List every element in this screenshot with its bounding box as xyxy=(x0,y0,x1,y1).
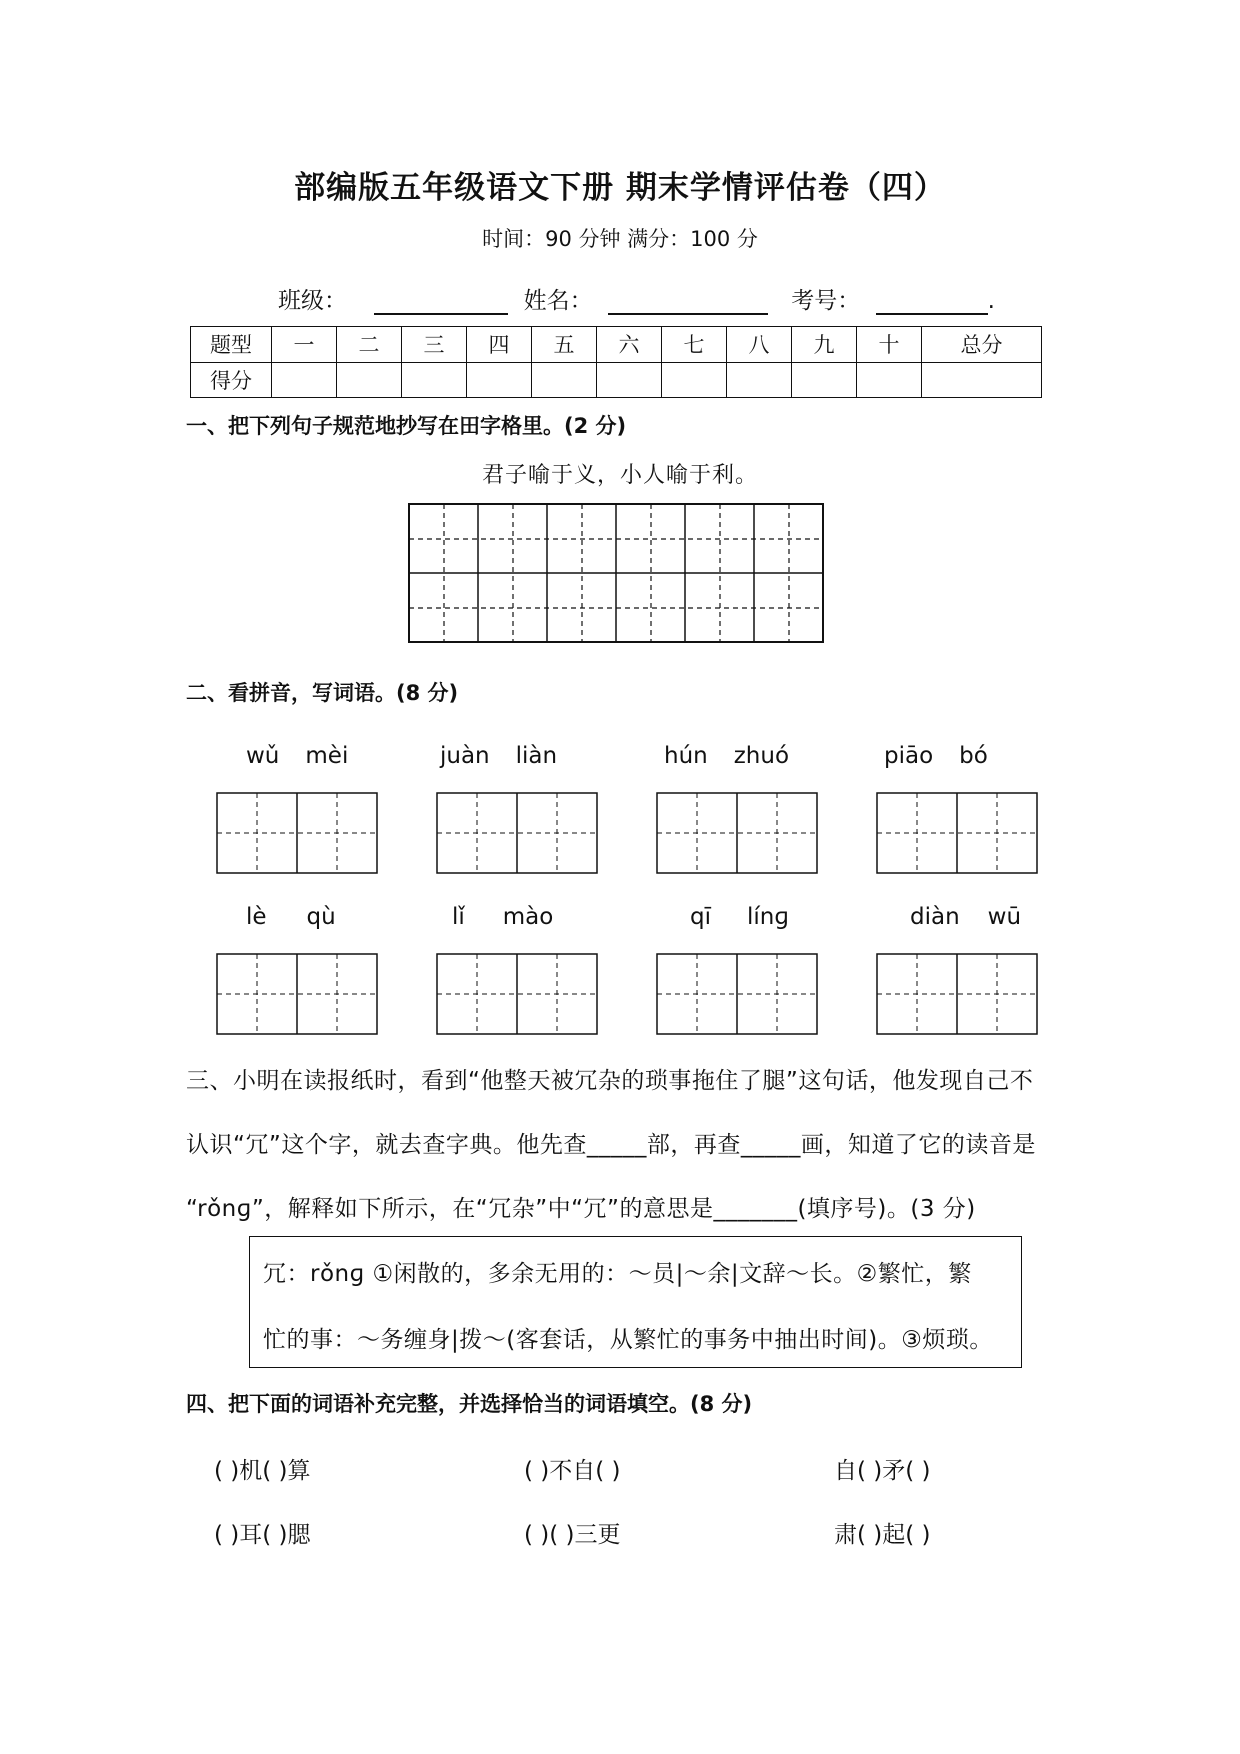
pinyin-syllable: juàn xyxy=(440,743,490,769)
idiom-fill-6[interactable]: 肃( )起( ) xyxy=(834,1522,931,1548)
dictionary-line-1: 冗：rǒnɡ ①闲散的，多余无用的：～员|～余|文辞～长。②繁忙，繁 xyxy=(263,1261,972,1287)
end-dot: . xyxy=(987,288,995,314)
class-label: 班级： xyxy=(278,288,347,314)
pinyin-syllable: línɡ xyxy=(747,904,789,930)
pinyin-syllable: lǐ xyxy=(452,904,465,930)
exam-title: 部编版五年级语文下册 期末学情评估卷（四） xyxy=(294,170,946,206)
score-cell[interactable] xyxy=(662,362,727,398)
pinyin-syllable: piāo xyxy=(884,743,934,769)
pinyin-syllable: lè xyxy=(246,904,267,930)
table-cell: 七 xyxy=(662,327,727,363)
idiom-fill-4[interactable]: ( )耳( )腮 xyxy=(214,1522,311,1548)
answer-box-3[interactable] xyxy=(656,792,818,874)
pinyin-7 xyxy=(690,904,789,930)
idiom-fill-5[interactable]: ( )( )三更 xyxy=(524,1522,621,1548)
score-table xyxy=(190,326,1042,398)
score-cell[interactable] xyxy=(922,362,1042,398)
name-blank[interactable] xyxy=(608,289,768,315)
table-cell: 二 xyxy=(337,327,402,363)
pinyin-6 xyxy=(452,904,553,930)
answer-box-6[interactable] xyxy=(436,953,598,1035)
section-4-heading: 四、把下面的词语补充完整，并选择恰当的词语填空。(8 分) xyxy=(186,1392,753,1416)
score-table-score-row xyxy=(191,362,1042,398)
dictionary-line-2: 忙的事：～务缠身|拨～(客套话，从繁忙的事务中抽出时间)。③烦琐。 xyxy=(263,1327,993,1353)
pinyin-syllable: diàn xyxy=(910,904,960,930)
idiom-fill-3[interactable]: 自( )矛( ) xyxy=(834,1458,931,1484)
pinyin-syllable: zhuó xyxy=(733,743,790,769)
table-cell: 得分 xyxy=(191,362,272,398)
score-cell[interactable] xyxy=(402,362,467,398)
score-table-header-row xyxy=(191,327,1042,363)
answer-box-2[interactable] xyxy=(436,792,598,874)
answer-box-7[interactable] xyxy=(656,953,818,1035)
dictionary-entry-box xyxy=(249,1236,1022,1368)
name-label: 姓名： xyxy=(523,288,593,314)
pinyin-5 xyxy=(246,904,336,930)
table-cell: 九 xyxy=(792,327,857,363)
tianzige-grid[interactable] xyxy=(408,503,824,643)
answer-box-8[interactable] xyxy=(876,953,1038,1035)
table-cell: 十 xyxy=(857,327,922,363)
number-label: 考号： xyxy=(791,288,861,314)
pinyin-syllable: qī xyxy=(690,904,711,930)
score-cell[interactable] xyxy=(467,362,532,398)
pinyin-3 xyxy=(664,743,789,769)
class-blank[interactable] xyxy=(374,289,508,315)
pinyin-4 xyxy=(884,743,988,769)
table-cell: 四 xyxy=(467,327,532,363)
table-cell: 题型 xyxy=(191,327,272,363)
pinyin-syllable: mèi xyxy=(305,743,349,769)
copy-sentence: 君子喻于义，小人喻于利。 xyxy=(481,463,758,488)
pinyin-syllable: wǔ xyxy=(246,743,280,769)
table-cell: 三 xyxy=(402,327,467,363)
answer-box-4[interactable] xyxy=(876,792,1038,874)
pinyin-1 xyxy=(246,743,348,769)
answer-box-5[interactable] xyxy=(216,953,378,1035)
pinyin-syllable: wū xyxy=(987,904,1022,930)
score-cell[interactable] xyxy=(532,362,597,398)
section-2-heading: 二、看拼音，写词语。(8 分) xyxy=(186,681,459,705)
pinyin-syllable: mào xyxy=(502,904,554,930)
table-cell: 一 xyxy=(272,327,337,363)
pinyin-8 xyxy=(910,904,1021,930)
table-cell: 总分 xyxy=(922,327,1042,363)
table-cell: 五 xyxy=(532,327,597,363)
score-cell[interactable] xyxy=(792,362,857,398)
score-cell[interactable] xyxy=(597,362,662,398)
score-cell[interactable] xyxy=(727,362,792,398)
pinyin-syllable: liàn xyxy=(515,743,558,769)
pinyin-2 xyxy=(440,743,557,769)
pinyin-syllable: bó xyxy=(959,743,988,769)
section-1-heading: 一、把下列句子规范地抄写在田字格里。(2 分) xyxy=(186,414,627,438)
score-cell[interactable] xyxy=(337,362,402,398)
score-cell[interactable] xyxy=(857,362,922,398)
table-cell: 八 xyxy=(727,327,792,363)
number-blank[interactable] xyxy=(876,289,988,315)
table-cell: 六 xyxy=(597,327,662,363)
pinyin-syllable: qù xyxy=(306,904,336,930)
section-3-line-2: 认识“冗”这个字，就去查字典。他先查_____部，再查_____画，知道了它的读音是 xyxy=(186,1132,1036,1158)
idiom-fill-1[interactable]: ( )机( )算 xyxy=(214,1458,311,1484)
score-cell[interactable] xyxy=(272,362,337,398)
section-3-line-3: “rǒnɡ”，解释如下所示，在“冗杂”中“冗”的意思是_______(填序号)。(3 分) xyxy=(186,1196,976,1222)
answer-box-1[interactable] xyxy=(216,792,378,874)
section-3-line-1: 三、小明在读报纸时，看到“他整天被冗杂的琐事拖住了腿”这句话，他发现自己不 xyxy=(186,1068,1034,1094)
idiom-fill-2[interactable]: ( )不自( ) xyxy=(524,1458,621,1484)
student-info-row xyxy=(278,282,995,315)
exam-time-score: 时间：90 分钟 满分：100 分 xyxy=(482,227,758,251)
pinyin-syllable: hún xyxy=(664,743,708,769)
